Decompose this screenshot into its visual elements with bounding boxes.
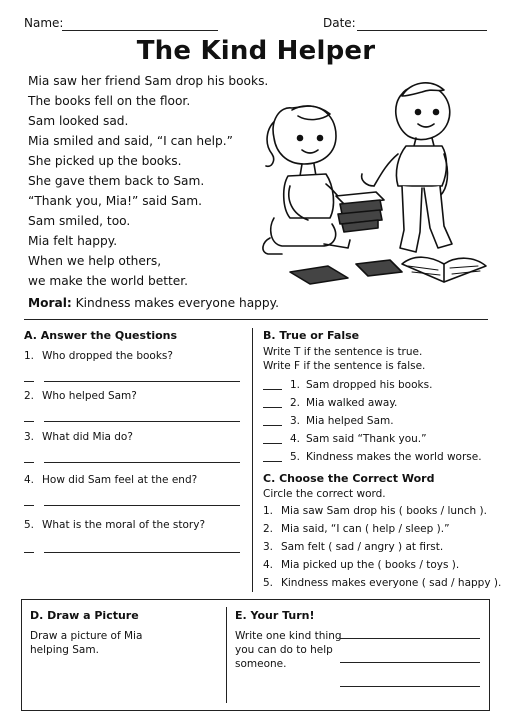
tf-item-4: 4. Sam said “Thank you.” — [263, 433, 427, 445]
story-line: She picked up the books. — [28, 154, 182, 168]
section-b-instruction-2: Write F if the sentence is false. — [263, 360, 426, 372]
story-line: Mia smiled and said, “I can help.” — [28, 134, 233, 148]
tf-item-3: 3. Mia helped Sam. — [263, 415, 394, 427]
answer-line-5[interactable] — [44, 552, 240, 553]
question-1: 1. Who dropped the books? — [24, 350, 173, 362]
tf-blank[interactable] — [263, 425, 282, 426]
choice-item-1: 1. Mia saw Sam drop his ( books / lunch ). — [263, 505, 487, 517]
tf-item-1: 1. Sam dropped his books. — [263, 379, 432, 391]
column-divider — [252, 328, 253, 592]
name-label: Name: — [24, 16, 64, 30]
your-turn-line-2[interactable] — [340, 662, 480, 663]
section-c-heading: C. Choose the Correct Word — [263, 472, 435, 485]
story-line: Sam looked sad. — [28, 114, 129, 128]
story-line: When we help others, — [28, 254, 162, 268]
your-turn-line-3[interactable] — [340, 686, 480, 687]
kids-books-illustration — [252, 68, 492, 292]
date-label: Date: — [323, 16, 356, 30]
your-turn-line-1[interactable] — [340, 638, 480, 639]
tf-blank[interactable] — [263, 389, 282, 390]
section-a-heading: A. Answer the Questions — [24, 329, 178, 342]
story-text — [28, 71, 268, 291]
section-divider — [24, 319, 488, 320]
choice-item-2: 2. Mia said, “I can ( help / sleep ).” — [263, 523, 450, 535]
section-d-text-2: helping Sam. — [30, 644, 99, 656]
answer-line-1[interactable] — [44, 381, 240, 382]
name-field[interactable] — [62, 30, 218, 31]
question-4: 4. How did Sam feel at the end? — [24, 474, 198, 486]
story-line: we make the world better. — [28, 274, 189, 288]
story-line: “Thank you, Mia!” said Sam. — [28, 194, 202, 208]
story-line: Mia saw her friend Sam drop his books. — [28, 74, 269, 88]
tf-blank[interactable] — [263, 461, 282, 462]
story-line: Mia felt happy. — [28, 234, 118, 248]
floor-books — [290, 257, 486, 284]
tf-item-5: 5. Kindness makes the world worse. — [263, 451, 482, 463]
answer-line-4[interactable] — [44, 505, 240, 506]
section-e-heading: E. Your Turn! — [235, 609, 315, 622]
choice-item-4: 4. Mia picked up the ( books / toys ). — [263, 559, 460, 571]
answer-line-2[interactable] — [44, 421, 240, 422]
moral — [28, 296, 279, 310]
girl-figure — [263, 106, 350, 254]
story-line: She gave them back to Sam. — [28, 174, 205, 188]
story-line: Sam smiled, too. — [28, 214, 131, 228]
section-b-instruction-1: Write T if the sentence is true. — [263, 346, 423, 358]
section-b-heading: B. True or False — [263, 329, 360, 342]
tf-blank[interactable] — [263, 443, 282, 444]
section-d-text-1: Draw a picture of Mia — [30, 630, 143, 642]
activity-divider — [226, 607, 227, 703]
tf-blank[interactable] — [263, 407, 282, 408]
story-line: The books fell on the floor. — [28, 94, 191, 108]
tf-item-2: 2. Mia walked away. — [263, 397, 397, 409]
worksheet-title: The Kind Helper — [136, 36, 376, 66]
answer-line-3[interactable] — [44, 462, 240, 463]
section-d-heading: D. Draw a Picture — [30, 609, 139, 622]
moral-text: Kindness makes everyone happy. — [75, 296, 279, 310]
moral-label: Moral: — [28, 296, 72, 310]
question-2: 2. Who helped Sam? — [24, 390, 137, 402]
choice-item-3: 3. Sam felt ( sad / angry ) at first. — [263, 541, 444, 553]
question-5: 5. What is the moral of the story? — [24, 519, 206, 531]
section-c-instruction: Circle the correct word. — [263, 488, 386, 500]
section-e-text-1: Write one kind thing — [235, 630, 342, 642]
held-books — [336, 192, 384, 232]
section-e-text-3: someone. — [235, 658, 287, 670]
date-field[interactable] — [357, 30, 487, 31]
choice-item-5: 5. Kindness makes everyone ( sad / happy ). — [263, 577, 502, 589]
section-e-text-2: you can do to help — [235, 644, 333, 656]
question-3: 3. What did Mia do? — [24, 431, 133, 443]
